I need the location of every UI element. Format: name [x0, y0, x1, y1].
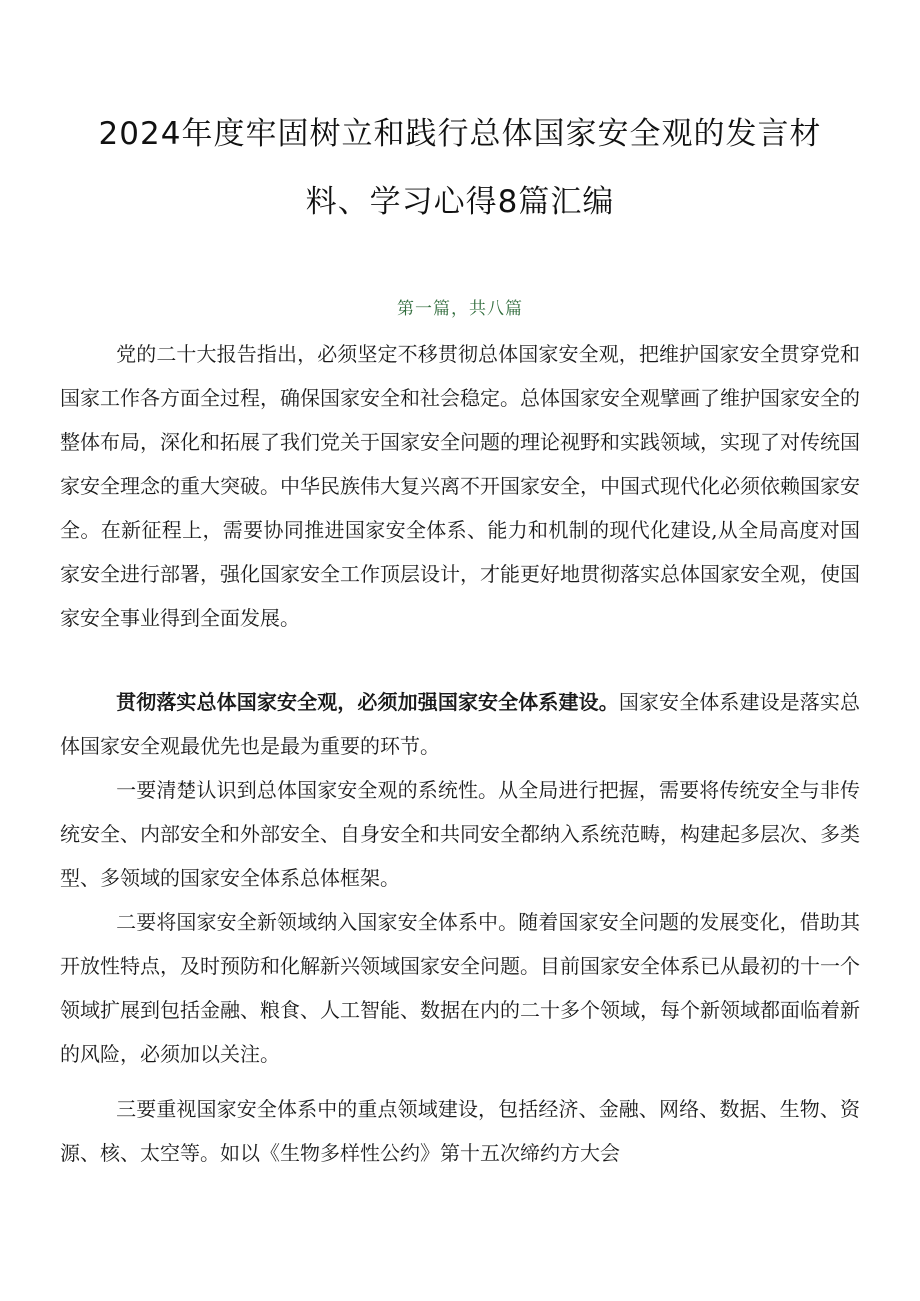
paragraph-3 [60, 768, 860, 900]
section-subtitle: 第一篇，共八篇 [397, 299, 523, 319]
document-title-line-1: 2024年度牢固树立和践行总体国家安全观的发言材 [98, 116, 822, 152]
paragraph-5-text: 三要重视国家安全体系中的重点领域建设，包括经济、金融、网络、数据、生物、资源、核、太空等。如以《生物多样性公约》第十五次缔约方大会 [60, 1097, 860, 1165]
paragraph-2-text: 国家安全体系建设是落实总体国家安全观最优先也是最为重要的环节。 [60, 690, 861, 758]
paragraph-1-text: 党的二十大报告指出，必须坚定不移贯彻总体国家安全观，把维护国家安全贯穿党和国家工作各方面全过程，确保国家安全和社会稳定。总体国家安全观擘画了维护国家安全的整体布局，深化和拓展了我们党关于国家安全问题的理论视野和实践领域，实现了对传统国家安全理念的重大突破。中华民族伟大复兴离不开国家安全，中国式现代化必须依赖国家安全。在新征程上，需要协同推进国家安全体系、能力和机制的现代化建设,从全局高度对国家安全进行部署，强化国家安全工作顶层设计，才能更好地贯彻落实总体国家安全观，使国家安全事业得到全面发展。 [60, 342, 860, 630]
paragraph-2-bold-lead: 贯彻落实总体国家安全观，必须加强国家安全体系建设。 [116, 690, 619, 714]
paragraph-4 [60, 900, 860, 1076]
paragraph-3-text: 一要清楚认识到总体国家安全观的系统性。从全局进行把握，需要将传统安全与非传统安全、内部安全和外部安全、自身安全和共同安全都纳入系统范畴，构建起多层次、多类型、多领域的国家安全体系总体框架。 [60, 778, 860, 890]
paragraph-1 [60, 332, 860, 640]
paragraph-5 [60, 1087, 860, 1175]
document-title-line-2: 料、学习心得8篇汇编 [305, 184, 615, 220]
paragraph-4-text: 二要将国家安全新领域纳入国家安全体系中。随着国家安全问题的发展变化，借助其开放性特点，及时预防和化解新兴领域国家安全问题。目前国家安全体系已从最初的十一个领域扩展到包括金融、粮食、人工智能、数据在内的二十多个领域，每个新领域都面临着新的风险，必须加以关注。 [60, 910, 860, 1066]
paragraph-2 [60, 680, 860, 768]
